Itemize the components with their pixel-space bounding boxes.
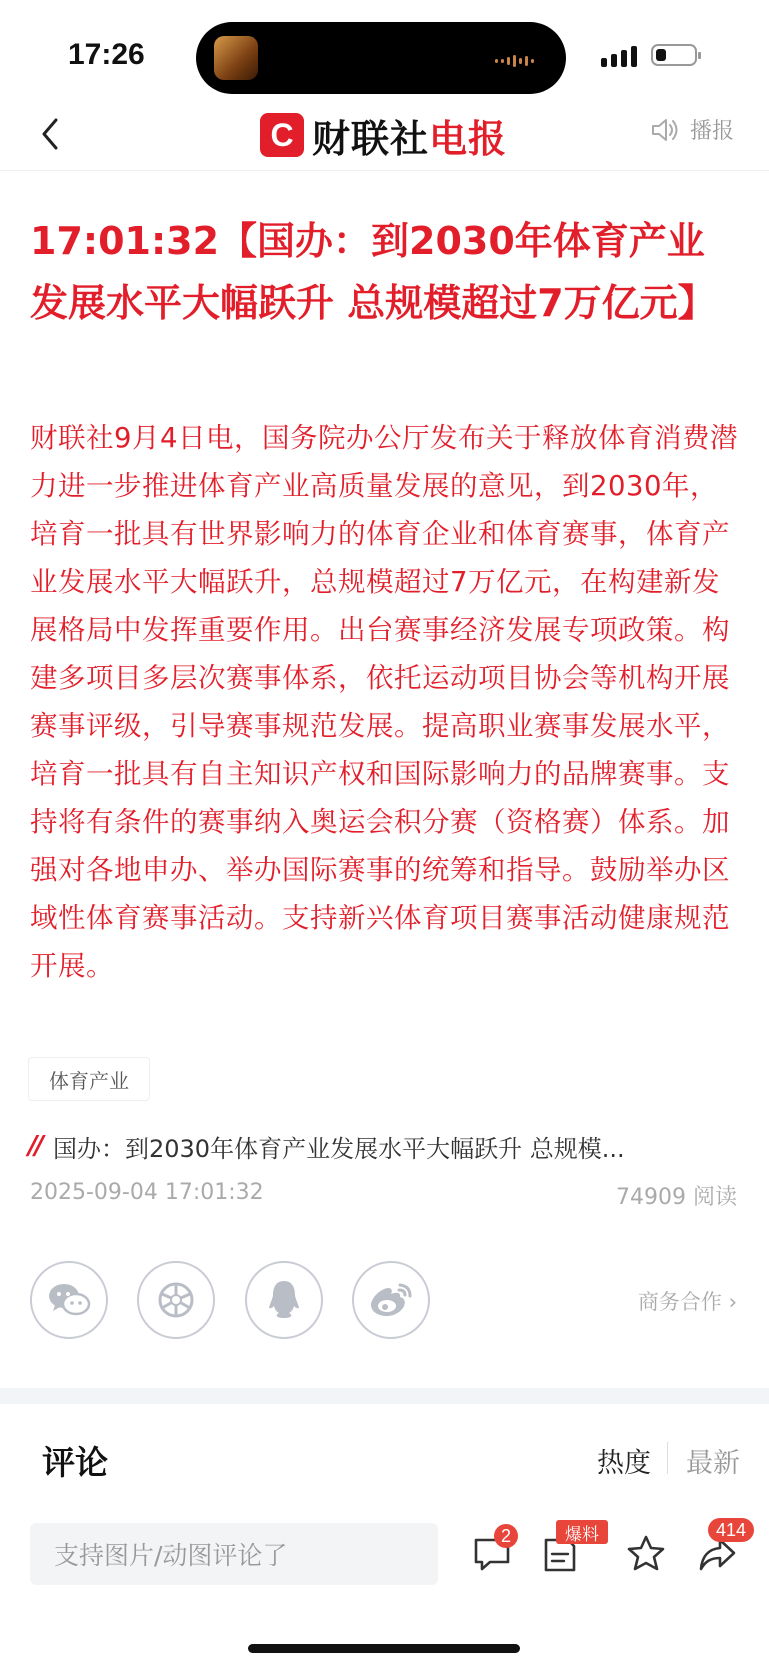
logo-mark: C <box>260 113 304 157</box>
share-moments-button[interactable] <box>137 1261 215 1339</box>
audio-wave-icon <box>495 55 534 67</box>
article-body: 财联社9月4日电，国务院办公厅发布关于释放体育消费潜力进一步推进体育产业高质量发展的意见，到2030年，培育一批具有世界影响力的体育企业和体育赛事，体育产业发展水平大幅跃升，总规模超过7万亿元，在构建新发展格局中发挥重要作用。出台赛事经济发展专项政策。构建多项目多层次赛事体系，依托运动项目协会等机构开展赛事评级，引导赛事规范发展。提高职业赛事发展水平，培育一批具有自主知识产权和国际影响力的品牌赛事。支持将有条件的赛事纳入奥运会积分赛（资格赛）体系。加强对各地申办、举办国际赛事的统筹和指导。鼓励举办区域性体育赛事活动。支持新兴体育项目赛事活动健康规范开展。 <box>30 422 738 982</box>
moments-icon <box>154 1278 198 1322</box>
comments-title: 评论 <box>42 1443 108 1482</box>
home-indicator[interactable] <box>248 1644 520 1653</box>
comment-input[interactable]: 支持图片/动图评论了 <box>30 1523 438 1585</box>
share-qq-button[interactable] <box>245 1261 323 1339</box>
chevron-left-icon <box>36 114 66 154</box>
wechat-icon <box>47 1281 91 1319</box>
topic-tag[interactable]: 体育产业 <box>28 1057 150 1101</box>
logo-text <box>312 108 507 163</box>
publish-date: 2025-09-04 17:01:32 <box>30 1180 264 1205</box>
signal-icon <box>601 46 637 67</box>
battery-icon <box>651 44 697 66</box>
favorite-button[interactable] <box>624 1532 668 1576</box>
sort-new-tab[interactable]: 最新 <box>686 1448 740 1479</box>
back-button[interactable] <box>36 114 66 154</box>
related-link[interactable] <box>28 1126 740 1166</box>
broadcast-button[interactable] <box>650 114 734 145</box>
read-count: 74909 阅读 <box>616 1185 737 1210</box>
section-divider <box>0 1388 769 1404</box>
broadcast-label: 播报 <box>690 119 735 144</box>
business-cooperation-link[interactable]: 商务合作 › <box>637 1290 737 1314</box>
status-bar <box>0 0 769 110</box>
share-count-badge: 414 <box>708 1518 754 1542</box>
bottom-bar <box>0 1502 769 1665</box>
star-icon <box>624 1532 668 1576</box>
weibo-icon <box>368 1280 414 1320</box>
double-slash-icon: // <box>28 1131 41 1161</box>
share-wechat-button[interactable] <box>30 1261 108 1339</box>
related-link-text: 国办：到2030年体育产业发展水平大幅跃升 总规模... <box>53 1134 625 1163</box>
share-weibo-button[interactable] <box>352 1261 430 1339</box>
sort-separator <box>667 1442 668 1474</box>
speaker-icon <box>650 116 680 144</box>
report-label-badge: 爆料 <box>556 1520 608 1544</box>
app-logo <box>260 106 507 164</box>
dynamic-island[interactable] <box>196 22 566 94</box>
status-time: 17:26 <box>68 38 145 71</box>
sort-hot-tab[interactable]: 热度 <box>597 1448 651 1479</box>
qq-icon <box>264 1278 304 1322</box>
logo-section: 电报 <box>429 116 508 161</box>
comment-count-badge: 2 <box>494 1524 518 1548</box>
now-playing-artwork <box>214 36 258 80</box>
logo-brand: 财联社 <box>312 116 430 161</box>
top-nav <box>0 100 769 171</box>
article-headline: 17:01:32【国办：到2030年体育产业发展水平大幅跃升 总规模超过7万亿元】 <box>30 219 716 325</box>
